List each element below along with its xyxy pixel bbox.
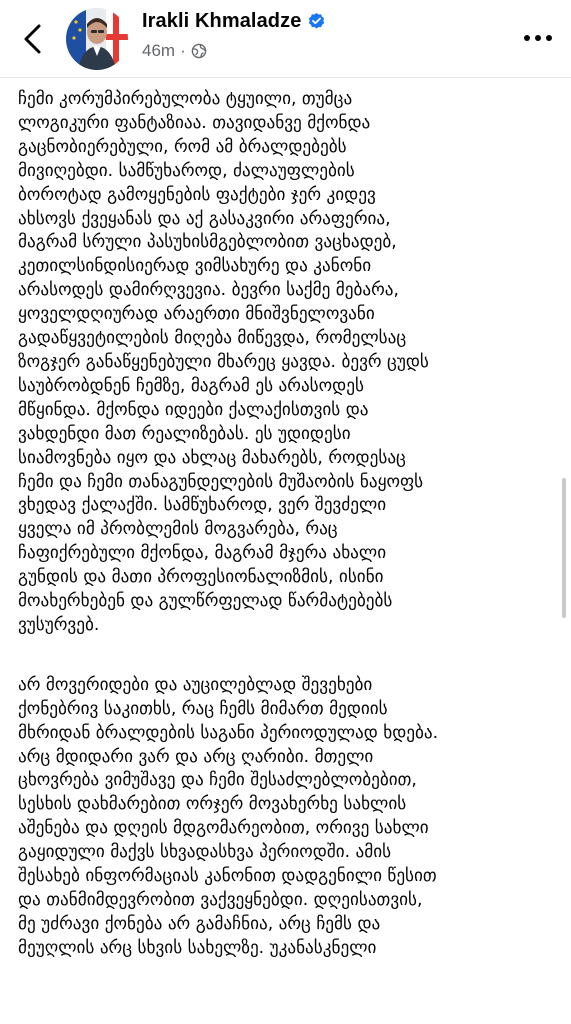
post-text-line: ახსოვს ქვეყანას და აქ გასაკვირი არაფერია, [18, 208, 391, 229]
post-text-line: ვხედავ ქალაქში. სამწუხაროდ, ვერ შევძელი [18, 495, 387, 516]
post-body [18, 88, 558, 961]
post-text-line: ბოროტად გამოყენების ფაქტები ჯერ კიდევ [18, 184, 376, 205]
post-text-line: არასოდეს დამირღვევია. ბევრი საქმე მებარა, [18, 280, 399, 301]
post-text-line: კეთილსინდისიერად ვიმსახურე და კანონი [18, 256, 372, 277]
post-text-line: მოახერხებენ და გულწრფელად წარმატებებს [18, 591, 393, 612]
post-meta [142, 41, 207, 61]
post-text-line: ლოგიკური ფანტაზიაა. თავიდანვე მქონდა [18, 112, 371, 133]
post-text-line: საუბრობდნენ ჩემზე, მაგრამ ეს არასოდეს [18, 375, 364, 396]
post-text-line: შესახებ ინფორმაციას კანონით დადგენილი წესით [18, 866, 437, 887]
post-time[interactable]: 46m [142, 41, 176, 60]
verified-badge-icon [307, 12, 326, 31]
post-text-line: ჩემი კორუმპირებულობა ტყუილი, თუმცა [18, 89, 353, 109]
avatar[interactable] [66, 8, 128, 70]
post-text-line: არ მოვერიდები და აუცილებლად შევეხები [18, 674, 373, 695]
post-text-line: მაგრამ სრული პასუხისმგებლობით ვაცხადებ, [18, 232, 397, 253]
post-text-line: ვახდენდი მათ რეალიზებას. ეს უდიდესი [18, 423, 351, 444]
post-text-line: ჩაფიქრებული მქონდა, მაგრამ მჯერა ახალი [18, 543, 387, 564]
post-text-line: არც მდიდარი ვარ და არც ღარიბი. მთელი [18, 746, 374, 767]
post-text-line: ქონებრივ საკითხს, რაც ჩემს მიმართ მედიის [18, 698, 388, 719]
post-text-line: ყოველდღიურად არაერთი მნიშვნელოვანი [18, 304, 375, 325]
paragraph-gap [18, 638, 558, 674]
post-text-line: ჩემი და ჩემი თანაგუნდელების მუშაობის ნაყოფს [18, 471, 424, 492]
post-text-line: ცხოვრება ვიმუშავე და ჩემი შესაძლებლობებით, [18, 770, 417, 791]
post-text-line: ყველა იმ პრობლემის მოგვარება, რაც [18, 519, 338, 540]
meta-separator: · [180, 41, 186, 60]
post-header [0, 0, 571, 78]
post-text-line: მწყინდა. მქონდა იდეები ქალაქისთვის და [18, 399, 369, 420]
post-text-line: მხრიდან ბრალდების საგანი პერიოდულად ხდება. [18, 722, 439, 743]
post-text-line: სიამოვნება იყო და ახლაც მახარებს, როდესაც [18, 447, 406, 468]
post-text-line: გაცნობიერებული, რომ ამ ბრალდებებს [18, 136, 347, 157]
post-paragraph-1 [18, 88, 558, 638]
globe-icon [191, 43, 207, 59]
scrollbar[interactable] [562, 478, 566, 618]
post-text-line: სესხის დახმარებით ორჯერ მოვახერხე სახლის [18, 794, 407, 815]
post-text-line: აშენება და დღეის მდგომარეობით, ორივე სახლი [18, 818, 429, 839]
chevron-left-icon[interactable] [18, 22, 48, 56]
more-horizontal-icon[interactable] [521, 28, 555, 48]
post-text-line: მივიღებდი. სამწუხაროდ, ძალაუფლების [18, 160, 355, 181]
post-text-line: ზოგჯერ განაწყენებული მხარეც ყავდა. ბევრ ცუდს [18, 351, 429, 372]
post-text-line: ვუსურვებ. [18, 614, 100, 635]
post-text-line: გადაწყვეტილების მიღება მიწევდა, რომელსაც [18, 328, 407, 349]
author-name[interactable]: Irakli Khmaladze [142, 10, 302, 32]
post-text-line: გუნდის და მათი პროფესიონალიზმის, ისინი [18, 567, 384, 588]
post-text-line: მე უძრავი ქონება არ გამაჩნია, არც ჩემს და [18, 913, 381, 934]
post-paragraph-2 [18, 674, 558, 961]
post-text-line: გაყიდული მაქვს სხვადასხვა პერიოდში. ამის [18, 842, 392, 863]
author-row [142, 10, 326, 33]
post-text-line: მეუღლის არც სხვის სახელზე. უკანასკნელი [18, 937, 377, 958]
post-text-line: და თანმიმდევრობით ვაქვეყნებდი. დღეისათვის, [18, 890, 423, 910]
